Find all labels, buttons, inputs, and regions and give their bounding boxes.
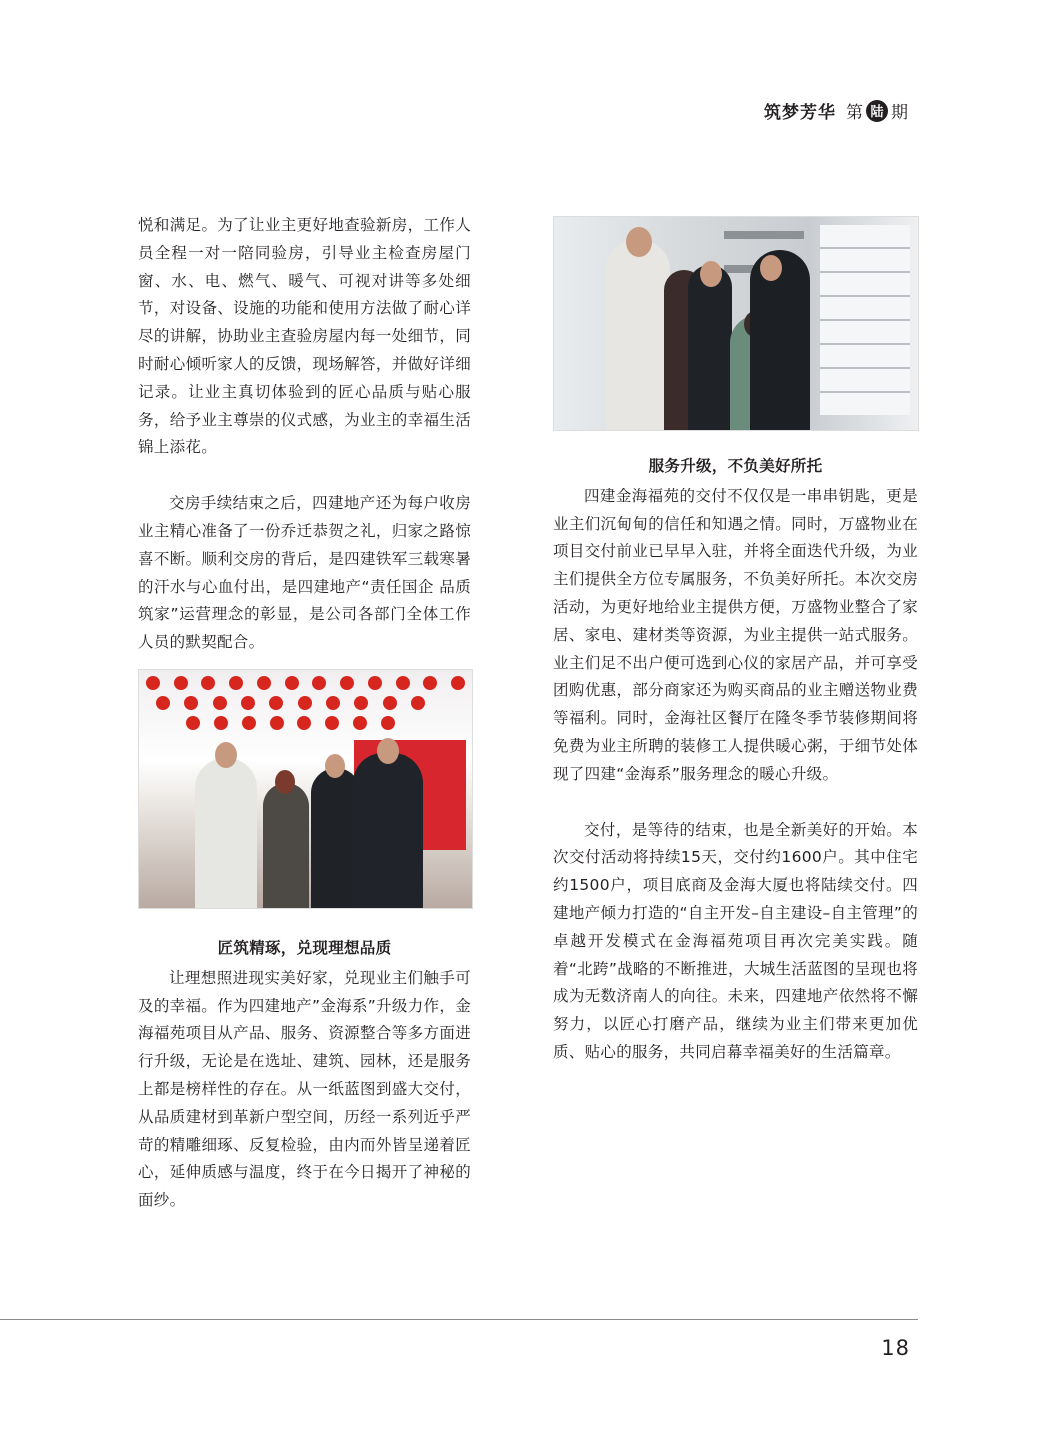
right-paragraph-1: 四建金海福苑的交付不仅仅是一串串钥匙，更是业主们沉甸甸的信任和知遇之情。同时，万盛物业在项目交付前业已早早入驻，并将全面迭代升级，为业主们提供全方位专属服务，不负美好所托。本次交房活动，为更好地给业主提供方便，万盛物业整合了家居、家电、建材类等资源，为业主提供一站式服务。业主们足不出户便可选到心仪的家居产品，并可享受团购优惠，部分商家还为购买商品的业主赠送物业费等福利。同时，金海社区餐厅在隆冬季节装修期间将免费为业主所聘的装修工人提供暖心粥，于细节处体现了四建“金海系”服务理念的暖心升级。 <box>553 486 918 783</box>
page-header <box>764 98 908 123</box>
issue-number: 陆 <box>866 100 888 122</box>
right-column <box>553 216 918 1067</box>
left-paragraph-1: 悦和满足。为了让业主更好地查验新房，工作人员全程一对一陪同验房，引导业主检查房屋门窗、水、电、燃气、暖气、可视对讲等多处细节，对设备、设施的功能和使用方法做了耐心详尽的讲解，协助业主查验房屋内每一处细节，同时耐心倾听家人的反馈，现场解答，并做好详细记录。让业主真切体验到的匠心品质与贴心服务，给予业主尊崇的仪式感，为业主的幸福生活锦上添花。 <box>138 216 471 457</box>
left-paragraph-2: 交房手续结束之后，四建地产还为每户收房业主精心准备了一份乔迁恭贺之礼，归家之路惊喜不断。顺利交房的背后，是四建铁军三载寒暑的汗水与心血付出，是四建地产“责任国企 品质筑家”运营理念的彰显，是公司各部门全体工作人员的默契配合。 <box>138 494 471 652</box>
house-inspection-photo <box>553 216 919 431</box>
issue-prefix: 第 <box>846 103 863 123</box>
page-number: 18 <box>881 1336 910 1360</box>
magazine-title: 筑梦芳华 <box>764 103 836 123</box>
left-paragraph-3: 让理想照进现实美好家，兑现业主们触手可及的幸福。作为四建地产”金海系”升级力作，金海福苑项目从产品、服务、资源整合等多方面进行升级，无论是在选址、建筑、园林，还是服务上都是榜样性的存在。从一纸蓝图到盛大交付，从品质建材到革新户型空间，历经一系列近乎严苛的精雕细琢、反复检验，由内而外皆呈递着匠心，延伸质感与温度，终于在今日揭开了神秘的面纱。 <box>138 968 471 1210</box>
right-paragraph-2: 交付，是等待的结束，也是全新美好的开始。本次交付活动将持续15天，交付约1600户。其中住宅约1500户，项目底商及金海大厦也将陆续交付。四建地产倾力打造的“自主开发–自主建设–自主管理”的卓越开发模式在金海福苑项目再次完美实践。随着“北跨”战略的不断推进，大城生活蓝图的呈现也将成为无数济南人的向往。未来，四建地产依然将不懈努力，以匠心打磨产品，继续为业主们带来更加优质、贴心的服务，共同启幕幸福美好的生活篇章。 <box>553 820 918 1061</box>
issue-suffix: 期 <box>891 103 908 123</box>
left-column <box>138 212 471 1215</box>
right-section-heading: 服务升级，不负美好所托 <box>648 457 823 475</box>
left-section-heading: 匠筑精琢，兑现理想品质 <box>217 938 392 957</box>
delivery-ceremony-photo <box>138 669 473 909</box>
footer-rule <box>0 1319 918 1320</box>
